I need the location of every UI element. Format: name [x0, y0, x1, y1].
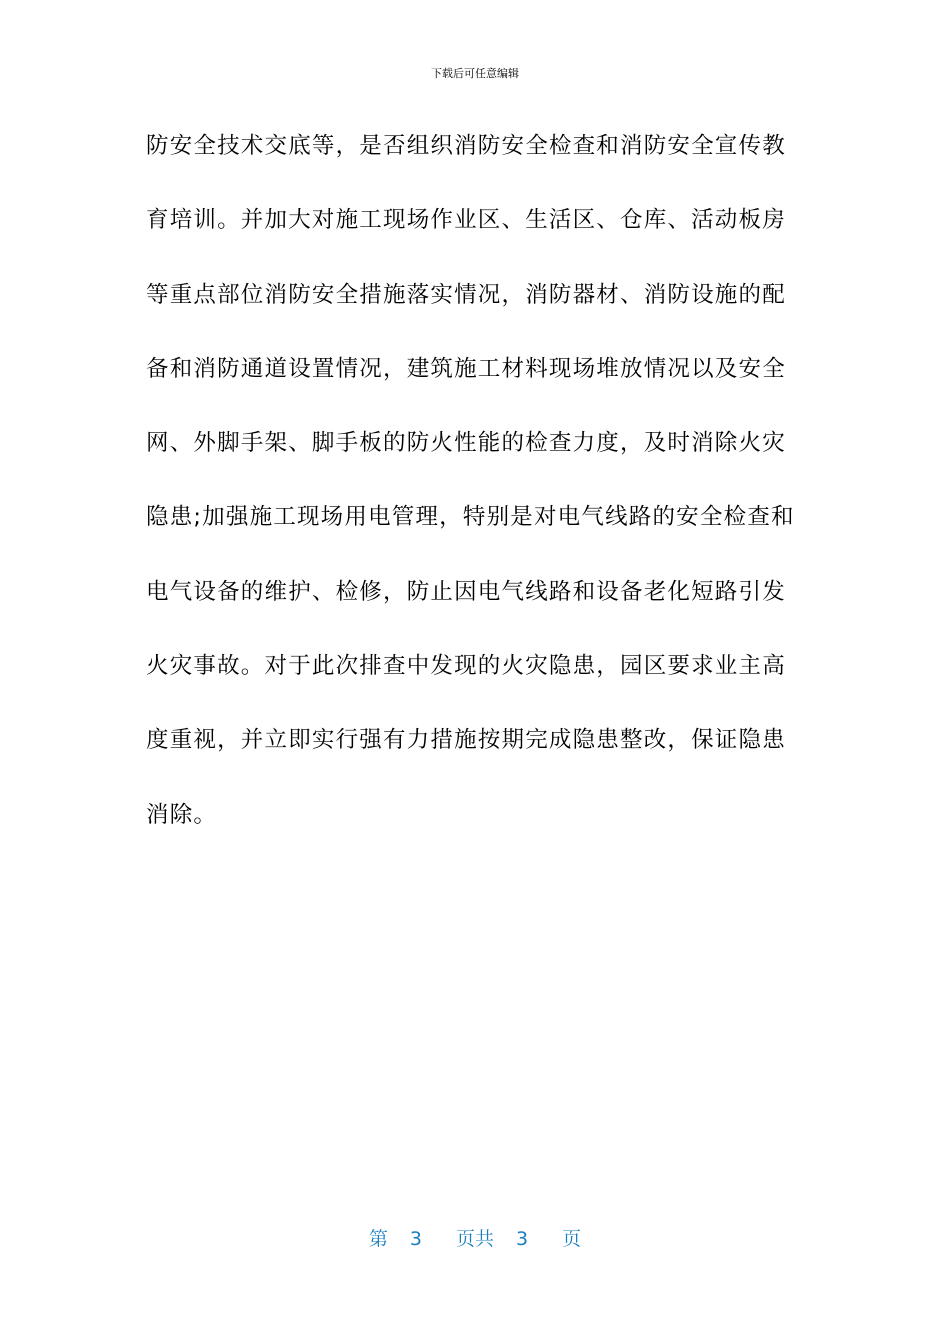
body-line: 隐患;加强施工现场用电管理，特别是对电气线路的安全检查和	[146, 504, 795, 531]
footer-di-label: 第	[368, 1228, 388, 1250]
body-line: 备和消防通道设置情况，建筑施工材料现场堆放情况以及安全	[146, 355, 786, 382]
body-line: 等重点部位消防安全措施落实情况，消防器材、消防设施的配	[146, 281, 786, 308]
page-footer	[0, 1226, 950, 1252]
body-line: 防安全技术交底等，是否组织消防安全检查和消防安全宣传教	[146, 133, 786, 159]
body-line: 度重视，并立即实行强有力措施按期完成隐患整改，保证隐患	[146, 727, 786, 754]
body-line: 电气设备的维护、检修，防止因电气线路和设备老化短路引发	[146, 578, 786, 605]
footer-ye-gong-label: 页共	[455, 1228, 494, 1250]
page-header-note: 下载后可任意编辑	[431, 67, 519, 80]
body-line: 火灾事故。对于此次排查中发现的火灾隐患，园区要求业主高	[146, 653, 786, 680]
body-line: 网、外脚手架、脚手板的防火性能的检查力度，及时消除火灾	[146, 430, 786, 457]
footer-ye-label: 页	[562, 1228, 582, 1250]
current-page-number: 3	[409, 1228, 422, 1250]
document-body	[146, 128, 816, 871]
body-line: 消除。	[146, 801, 218, 828]
total-pages-number: 3	[516, 1228, 529, 1250]
body-line: 育培训。并加大对施工现场作业区、生活区、仓库、活动板房	[146, 207, 786, 234]
